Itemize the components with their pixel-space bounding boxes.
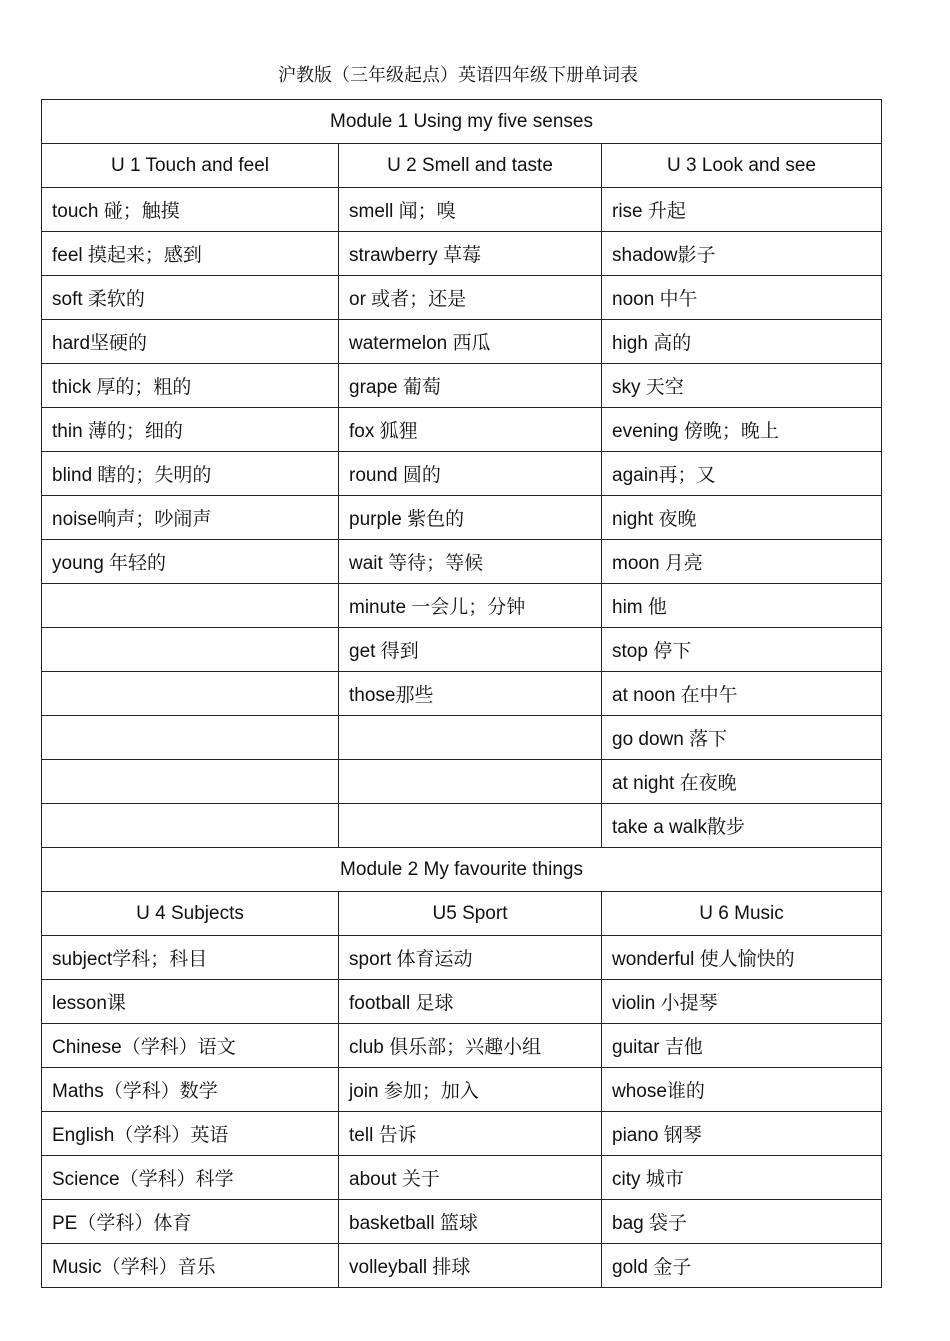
word-cell: him 他 [602, 584, 882, 628]
word-cell: rise 升起 [602, 188, 882, 232]
word-row [42, 804, 882, 848]
word-cell: thin 薄的；细的 [42, 408, 339, 452]
word-cell: moon 月亮 [602, 540, 882, 584]
word-cell: Maths（学科）数学 [42, 1068, 339, 1112]
unit-title: U 3 Look and see [602, 144, 882, 188]
word-cell: English（学科）英语 [42, 1112, 339, 1156]
word-row [42, 980, 882, 1024]
word-row [42, 716, 882, 760]
word-cell: football 足球 [339, 980, 602, 1024]
page-title: 沪教版（三年级起点）英语四年级下册单词表 [278, 65, 638, 85]
word-cell: join 参加；加入 [339, 1068, 602, 1112]
word-cell: soft 柔软的 [42, 276, 339, 320]
word-row [42, 584, 882, 628]
module-title: Module 2 My favourite things [42, 848, 882, 892]
word-cell: blind 瞎的；失明的 [42, 452, 339, 496]
word-row [42, 408, 882, 452]
word-cell: noise响声；吵闹声 [42, 496, 339, 540]
word-cell [339, 716, 602, 760]
word-cell [42, 760, 339, 804]
module-title: Module 1 Using my five senses [42, 100, 882, 144]
word-cell: piano 钢琴 [602, 1112, 882, 1156]
word-cell: subject学科；科目 [42, 936, 339, 980]
word-row [42, 1068, 882, 1112]
word-cell: wonderful 使人愉快的 [602, 936, 882, 980]
word-cell [339, 804, 602, 848]
word-cell: wait 等待；等候 [339, 540, 602, 584]
word-cell: at night 在夜晚 [602, 760, 882, 804]
word-cell: PE（学科）体育 [42, 1200, 339, 1244]
word-cell: guitar 吉他 [602, 1024, 882, 1068]
word-cell: smell 闻；嗅 [339, 188, 602, 232]
word-cell: or 或者；还是 [339, 276, 602, 320]
word-cell: night 夜晚 [602, 496, 882, 540]
word-cell: lesson课 [42, 980, 339, 1024]
word-cell: noon 中午 [602, 276, 882, 320]
word-row [42, 936, 882, 980]
word-cell: sky 天空 [602, 364, 882, 408]
word-cell [42, 804, 339, 848]
word-cell: strawberry 草莓 [339, 232, 602, 276]
unit-header-row [42, 892, 882, 936]
word-row [42, 364, 882, 408]
unit-title: U 2 Smell and taste [339, 144, 602, 188]
word-row [42, 1244, 882, 1288]
word-cell: young 年轻的 [42, 540, 339, 584]
word-row [42, 232, 882, 276]
word-cell: city 城市 [602, 1156, 882, 1200]
word-cell: thick 厚的；粗的 [42, 364, 339, 408]
word-row [42, 540, 882, 584]
word-row [42, 320, 882, 364]
word-row [42, 1024, 882, 1068]
word-row [42, 628, 882, 672]
word-cell [42, 628, 339, 672]
word-cell: evening 傍晚；晚上 [602, 408, 882, 452]
word-cell: bag 袋子 [602, 1200, 882, 1244]
word-cell: fox 狐狸 [339, 408, 602, 452]
word-row [42, 760, 882, 804]
word-cell: Chinese（学科）语文 [42, 1024, 339, 1068]
word-cell: Music（学科）音乐 [42, 1244, 339, 1288]
word-cell: minute 一会儿；分钟 [339, 584, 602, 628]
word-cell: at noon 在中午 [602, 672, 882, 716]
word-cell [339, 760, 602, 804]
word-row [42, 672, 882, 716]
word-cell: hard坚硬的 [42, 320, 339, 364]
unit-title: U5 Sport [339, 892, 602, 936]
module-header-row [42, 100, 882, 144]
word-cell: stop 停下 [602, 628, 882, 672]
word-cell: again再；又 [602, 452, 882, 496]
word-row [42, 1112, 882, 1156]
word-row [42, 496, 882, 540]
word-row [42, 452, 882, 496]
unit-header-row [42, 144, 882, 188]
word-cell: high 高的 [602, 320, 882, 364]
word-cell: those那些 [339, 672, 602, 716]
module-header-row [42, 848, 882, 892]
word-row [42, 188, 882, 232]
word-cell: club 俱乐部；兴趣小组 [339, 1024, 602, 1068]
word-cell: touch 碰；触摸 [42, 188, 339, 232]
word-cell: take a walk散步 [602, 804, 882, 848]
word-cell: about 关于 [339, 1156, 602, 1200]
word-cell: feel 摸起来；感到 [42, 232, 339, 276]
unit-title: U 6 Music [602, 892, 882, 936]
word-cell: whose谁的 [602, 1068, 882, 1112]
word-cell: sport 体育运动 [339, 936, 602, 980]
word-cell: basketball 篮球 [339, 1200, 602, 1244]
unit-title: U 1 Touch and feel [42, 144, 339, 188]
word-cell: Science（学科）科学 [42, 1156, 339, 1200]
word-cell: grape 葡萄 [339, 364, 602, 408]
word-row [42, 276, 882, 320]
word-cell [42, 672, 339, 716]
word-cell: watermelon 西瓜 [339, 320, 602, 364]
word-cell: gold 金子 [602, 1244, 882, 1288]
vocabulary-table [41, 99, 882, 1288]
word-cell: get 得到 [339, 628, 602, 672]
word-cell: go down 落下 [602, 716, 882, 760]
word-cell: shadow影子 [602, 232, 882, 276]
word-cell [42, 716, 339, 760]
word-cell: tell 告诉 [339, 1112, 602, 1156]
unit-title: U 4 Subjects [42, 892, 339, 936]
word-row [42, 1156, 882, 1200]
word-row [42, 1200, 882, 1244]
word-cell: round 圆的 [339, 452, 602, 496]
word-cell [42, 584, 339, 628]
word-cell: violin 小提琴 [602, 980, 882, 1024]
word-cell: purple 紫色的 [339, 496, 602, 540]
word-cell: volleyball 排球 [339, 1244, 602, 1288]
